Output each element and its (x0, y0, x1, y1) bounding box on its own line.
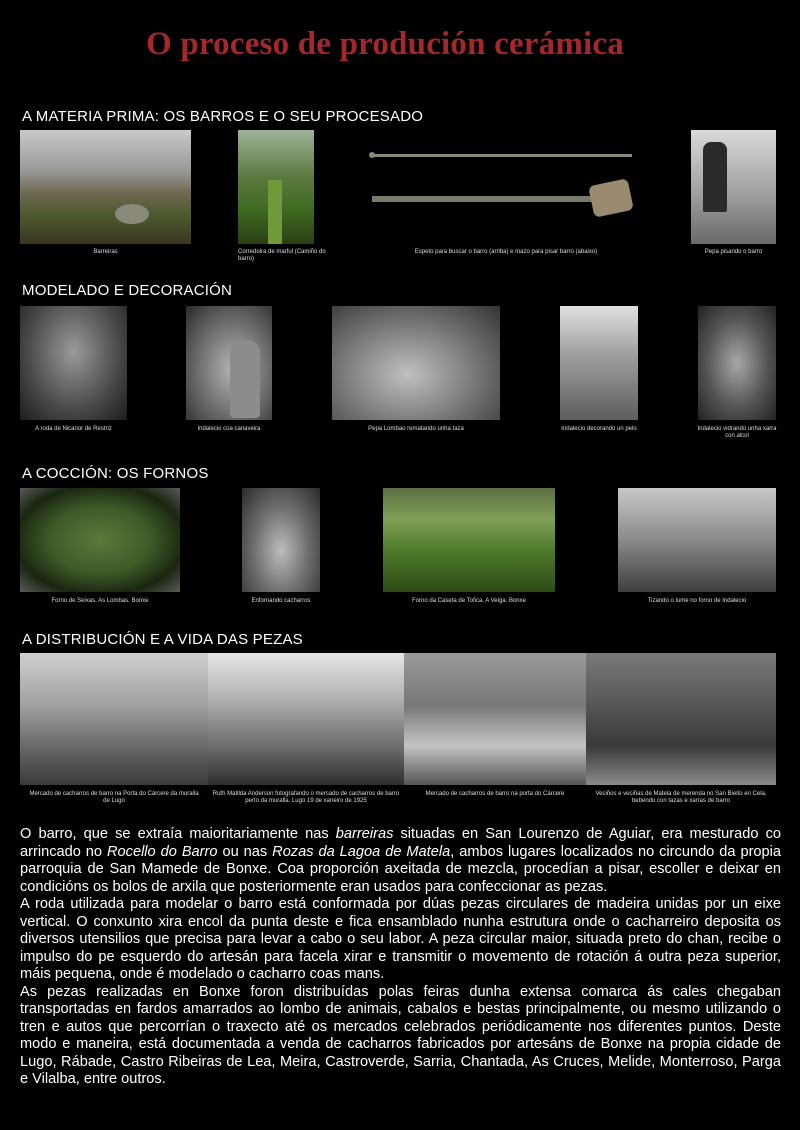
caption: Indalecio coa canaveira (197, 426, 261, 432)
photo-indalecio-decorando (560, 306, 638, 420)
paragraph-raw-material: O barro, que se extraía maioritariamente nas barreiras situadas en San Lourenzo de Aguiar, era mesturado co arrincado no Rocello do Barro ou nas Rozas da Lagoa de Matela, ambos lugares localizados no circundo da propia parroquia de San Mamede de Bonxe. Coa proporción axeitada de mezcla, procedían a pisar, escoller e deixar en condicións os bolos de arxila que posteriormente eran usados para confeccionar as pezas. (20, 826, 782, 895)
caption: Pepa pisando o barro (704, 249, 763, 255)
caption: Forno de Seixas. As Lombas. Bonxe (51, 598, 149, 604)
caption: A roda de Nicanor de Restriz (35, 426, 112, 432)
photo-indalecio-canaveira (186, 306, 272, 420)
section-heading-firing: A COCCIÓN: OS FORNOS (22, 465, 209, 482)
body-text (20, 826, 781, 1089)
photo-tizando-lume (618, 488, 776, 592)
caption: Mercado de cacharros de barro na porta do Cárcere (425, 791, 565, 797)
section-heading-modelling: MODELADO E DECORACIÓN (22, 282, 233, 299)
page-title: O proceso de produción cerámica (146, 26, 624, 62)
caption: Espeto para buscar o barro (arriba) e mazo para pisar barro (abaixo) (414, 249, 598, 255)
caption: Indalecio decorando un pelo (561, 426, 637, 432)
photo-mercado-carcere (404, 653, 586, 785)
photo-mercado-porta (20, 653, 208, 785)
caption: Forno da Caseta de Tofica. A Veiga. Bonxe (412, 598, 526, 604)
caption: Indalecio vidrando unha xarra con alcol (697, 426, 777, 439)
caption: Veciños e veciñas de Matela de merenda no San Bieito en Cela, bebendo con tazas e xarras de barro (595, 791, 767, 804)
caption: Pepa Lombao rematando unha taza (368, 426, 464, 432)
paragraph-distribution: As pezas realizadas en Bonxe foron distribuídas polas feiras dunha extensa comarca ás cales chegaban transportadas en fardos amarrados ao lombo de animais, cabalos e bestas principalmente, ou mesmo utilizando o tren e autos que percorrían o traxecto até os mercados celebrados periódicamente nos diferentes puntos. Deste modo e maneira, está documentada a venda de cacharros fabricados por artesáns de Bonxe na propia cidade de Lugo, Rábade, Castro Ribeiras de Lea, Meira, Castroverde, Sarria, Chantada, As Cruces, Melide, Monterroso, Parga e Vilalba, entre outros. (20, 983, 781, 1087)
photo-pepa-pisando (691, 130, 776, 244)
photo-vecinos-matela (586, 653, 776, 785)
photo-barreiras (20, 130, 191, 244)
caption: Barreiras (93, 249, 118, 255)
photo-roda-nicanor (20, 306, 127, 420)
photo-forno-seixas (20, 488, 180, 592)
photo-ruth-anderson (208, 653, 404, 785)
photo-indalecio-vidrando (698, 306, 776, 420)
section-heading-raw-material: A MATERIA PRIMA: OS BARROS E O SEU PROCESADO (22, 108, 424, 125)
caption: Tizando o lume no forno de Indalecio (647, 598, 747, 604)
photo-pepa-lombao (332, 306, 500, 420)
caption: Mercado de cacharros de barro na Porta do Cárcere da muralla de Lugo (29, 791, 199, 804)
photo-enfornando (242, 488, 320, 592)
caption: Enfornando cacharros (251, 598, 311, 604)
photo-forno-tofica (383, 488, 555, 592)
photo-corredoira (238, 130, 314, 244)
photo-espeto-mazo (366, 142, 646, 232)
caption: Ruth Matilda Anderson fotografando o mercado de cacharros de barro perto da muralla. Lugo 19 de xaneiro de 1925 (212, 791, 400, 804)
tools-illustration (366, 142, 646, 232)
section-heading-distribution: A DISTRIBUCIÓN E A VIDA DAS PEZAS (22, 631, 303, 648)
caption: Corredoira de marful (Camiño do barro) (238, 249, 326, 262)
paragraph-wheel: A roda utilizada para modelar o barro está conformada por dúas pezas circulares de madeira unidas por un eixe vertical. O conxunto xira encol da punta deste e fica ensamblado nunha estrutura onde o cacharreiro deposita os diversos utensilios que precisa para levar a cabo o seu labor. A peza circular maior, situada preto do chan, recibe o impulso do pe esquerdo do artesán para facela xirar e transmitir o movemento de rotación á outra peza superior, máis pequena, onde é modelado o cacharro coas mans. (20, 896, 781, 982)
